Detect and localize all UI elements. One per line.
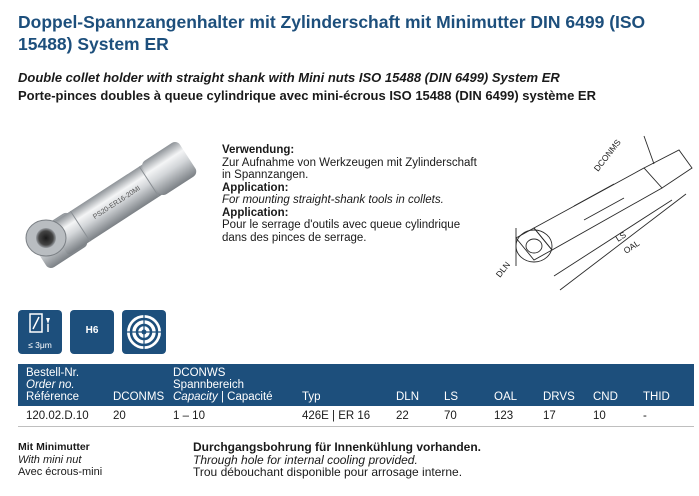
cell-drvs: 17 (543, 410, 556, 422)
header-capacity: DCONWS Spannbereich Capacity | Capacité (173, 367, 273, 403)
technical-drawing (494, 128, 694, 298)
header-dln: DLN (396, 391, 420, 403)
tolerance-value: H6 (85, 325, 99, 336)
usage-section (222, 144, 482, 244)
balancing-badge (122, 310, 166, 354)
header-ls: LS (444, 391, 459, 403)
usage-text-en: For mounting straight-shank tools in collets. (222, 194, 444, 206)
header-oal: OAL (494, 391, 518, 403)
header-cnd: CND (593, 391, 618, 403)
cell-dln: 22 (396, 410, 409, 422)
cell-ls: 70 (444, 410, 457, 422)
product-table (18, 364, 694, 426)
header-dconms: DCONMS (113, 391, 165, 403)
dim-dln: DLN (494, 259, 513, 280)
page-title: Doppel-Spannzangenhalter mit Zylinderschaft mit Minimutter DIN 6499 (ISO 15488) System ER (18, 12, 646, 54)
note-cooling-fr: Trou débouchant disponible pour arrosage interne. (193, 465, 463, 479)
header-type: Typ (302, 391, 321, 403)
cell-type: 426E | ER 16 (302, 410, 371, 422)
dim-ls: LS (613, 229, 628, 244)
runout-gauge-icon (18, 310, 62, 340)
feature-badges (18, 310, 166, 354)
usage-heading-de: Verwendung: (222, 144, 295, 156)
usage-text-fr: Pour le serrage d'outils avec queue cylindrique dans des pinces de serrage. (222, 219, 461, 244)
header-order-no: Bestell-Nr. Order no. Référence (26, 367, 80, 403)
target-icon (122, 310, 166, 354)
runout-badge (18, 310, 62, 354)
note-mini-nut-fr: Avec écrous-mini (18, 466, 103, 478)
table-divider (18, 426, 694, 427)
engraving-text: PS20-ER16-20MI (92, 185, 142, 221)
runout-value: ≤ 3μm (28, 340, 52, 350)
cell-thid: - (643, 410, 647, 422)
note-cooling-en: Through hole for internal cooling provided. (193, 452, 418, 467)
dim-dconms: DCONMS (591, 137, 623, 174)
table-row (18, 406, 694, 426)
cell-order-no: 120.02.D.10 (26, 410, 89, 422)
header-thid: THID (643, 391, 670, 403)
usage-heading-fr: Application: (222, 206, 289, 219)
subtitle-english: Double collet holder with straight shank with Mini nuts ISO 15488 (DIN 6499) System ER (18, 70, 560, 85)
table-header (18, 364, 694, 406)
header-drvs: DRVS (543, 391, 575, 403)
cell-dconms: 20 (113, 410, 126, 422)
tolerance-badge (70, 310, 114, 354)
note-mini-nut-de: Mit Minimutter (18, 441, 90, 453)
usage-text-de: Zur Aufnahme von Werkzeugen mit Zylinderschaft in Spannzangen. (222, 156, 477, 181)
note-cooling-de: Durchgangsbohrung für Innenkühlung vorhanden. (193, 440, 481, 454)
cell-capacity: 1 – 10 (173, 410, 205, 422)
usage-heading-en: Application: (222, 181, 289, 194)
note-mini-nut (18, 441, 102, 479)
note-cooling (193, 441, 481, 479)
subtitle-french: Porte-pinces doubles à queue cylindrique avec mini-écrous ISO 15488 (DIN 6499) système ER (18, 88, 596, 103)
dim-oal: OAL (621, 238, 642, 256)
note-mini-nut-en: With mini nut (18, 453, 82, 466)
product-photo (18, 130, 208, 280)
cell-cnd: 10 (593, 410, 606, 422)
cell-oal: 123 (494, 410, 514, 422)
